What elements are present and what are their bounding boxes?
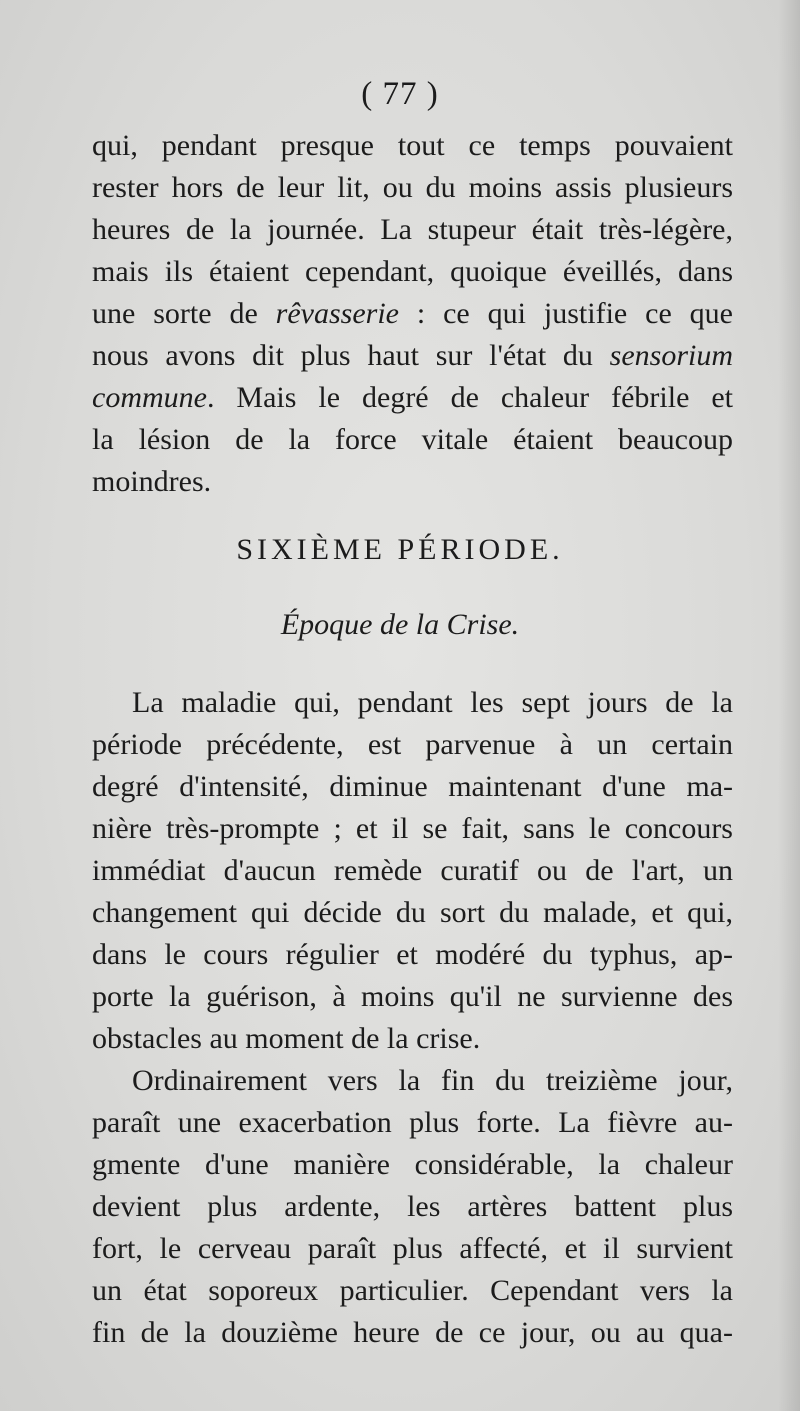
text-line: période précédente, est parvenue à un certain	[92, 728, 733, 761]
text-line: moindres.	[92, 465, 212, 498]
text-line: un état soporeux particulier. Cependant vers la	[92, 1274, 733, 1307]
page-edge-shadow	[778, 0, 800, 1411]
text-line: porte la guérison, à moins qu'il ne survienne des	[92, 980, 733, 1013]
text-line: Ordinairement vers la fin du treizième jour,	[132, 1064, 733, 1097]
text-line: nière très-prompte ; et il se fait, sans le concours	[92, 812, 733, 845]
text-line: degré d'intensité, diminue maintenant d'une ma-	[92, 770, 733, 803]
section-title: SIXIÈME PÉRIODE.	[236, 533, 564, 566]
text-line: gmente d'une manière considérable, la chaleur	[92, 1148, 733, 1181]
text-line: heures de la journée. La stupeur était très-légère,	[92, 213, 733, 246]
text-line: La maladie qui, pendant les sept jours de la	[132, 686, 733, 719]
text-line: changement qui décide du sort du malade, et qui,	[92, 896, 733, 929]
text-line: une sorte de rêvasserie : ce qui justifie ce que	[92, 297, 733, 330]
text-line: devient plus ardente, les artères battent plus	[92, 1190, 733, 1223]
page-number: ( 77 )	[361, 76, 439, 112]
text-line: dans le cours régulier et modéré du typhus, ap-	[92, 938, 733, 971]
text-line: obstacles au moment de la crise.	[92, 1022, 481, 1055]
text-line: la lésion de la force vitale étaient beaucoup	[92, 423, 733, 456]
section-subtitle: Époque de la Crise.	[280, 608, 520, 641]
text-line: fort, le cerveau paraît plus affecté, et il survient	[92, 1232, 733, 1265]
text-line: nous avons dit plus haut sur l'état du sensorium	[92, 339, 733, 372]
text-line: mais ils étaient cependant, quoique éveillés, dans	[92, 255, 733, 288]
text-line: paraît une exacerbation plus forte. La fièvre au-	[92, 1106, 733, 1139]
text-line: fin de la douzième heure de ce jour, ou au qua-	[92, 1316, 733, 1349]
text-line: commune. Mais le degré de chaleur fébrile et	[92, 381, 733, 414]
text-line: rester hors de leur lit, ou du moins assis plusieurs	[92, 171, 733, 204]
text-line: qui, pendant presque tout ce temps pouvaient	[92, 129, 733, 162]
text-line: immédiat d'aucun remède curatif ou de l'art, un	[92, 854, 733, 887]
